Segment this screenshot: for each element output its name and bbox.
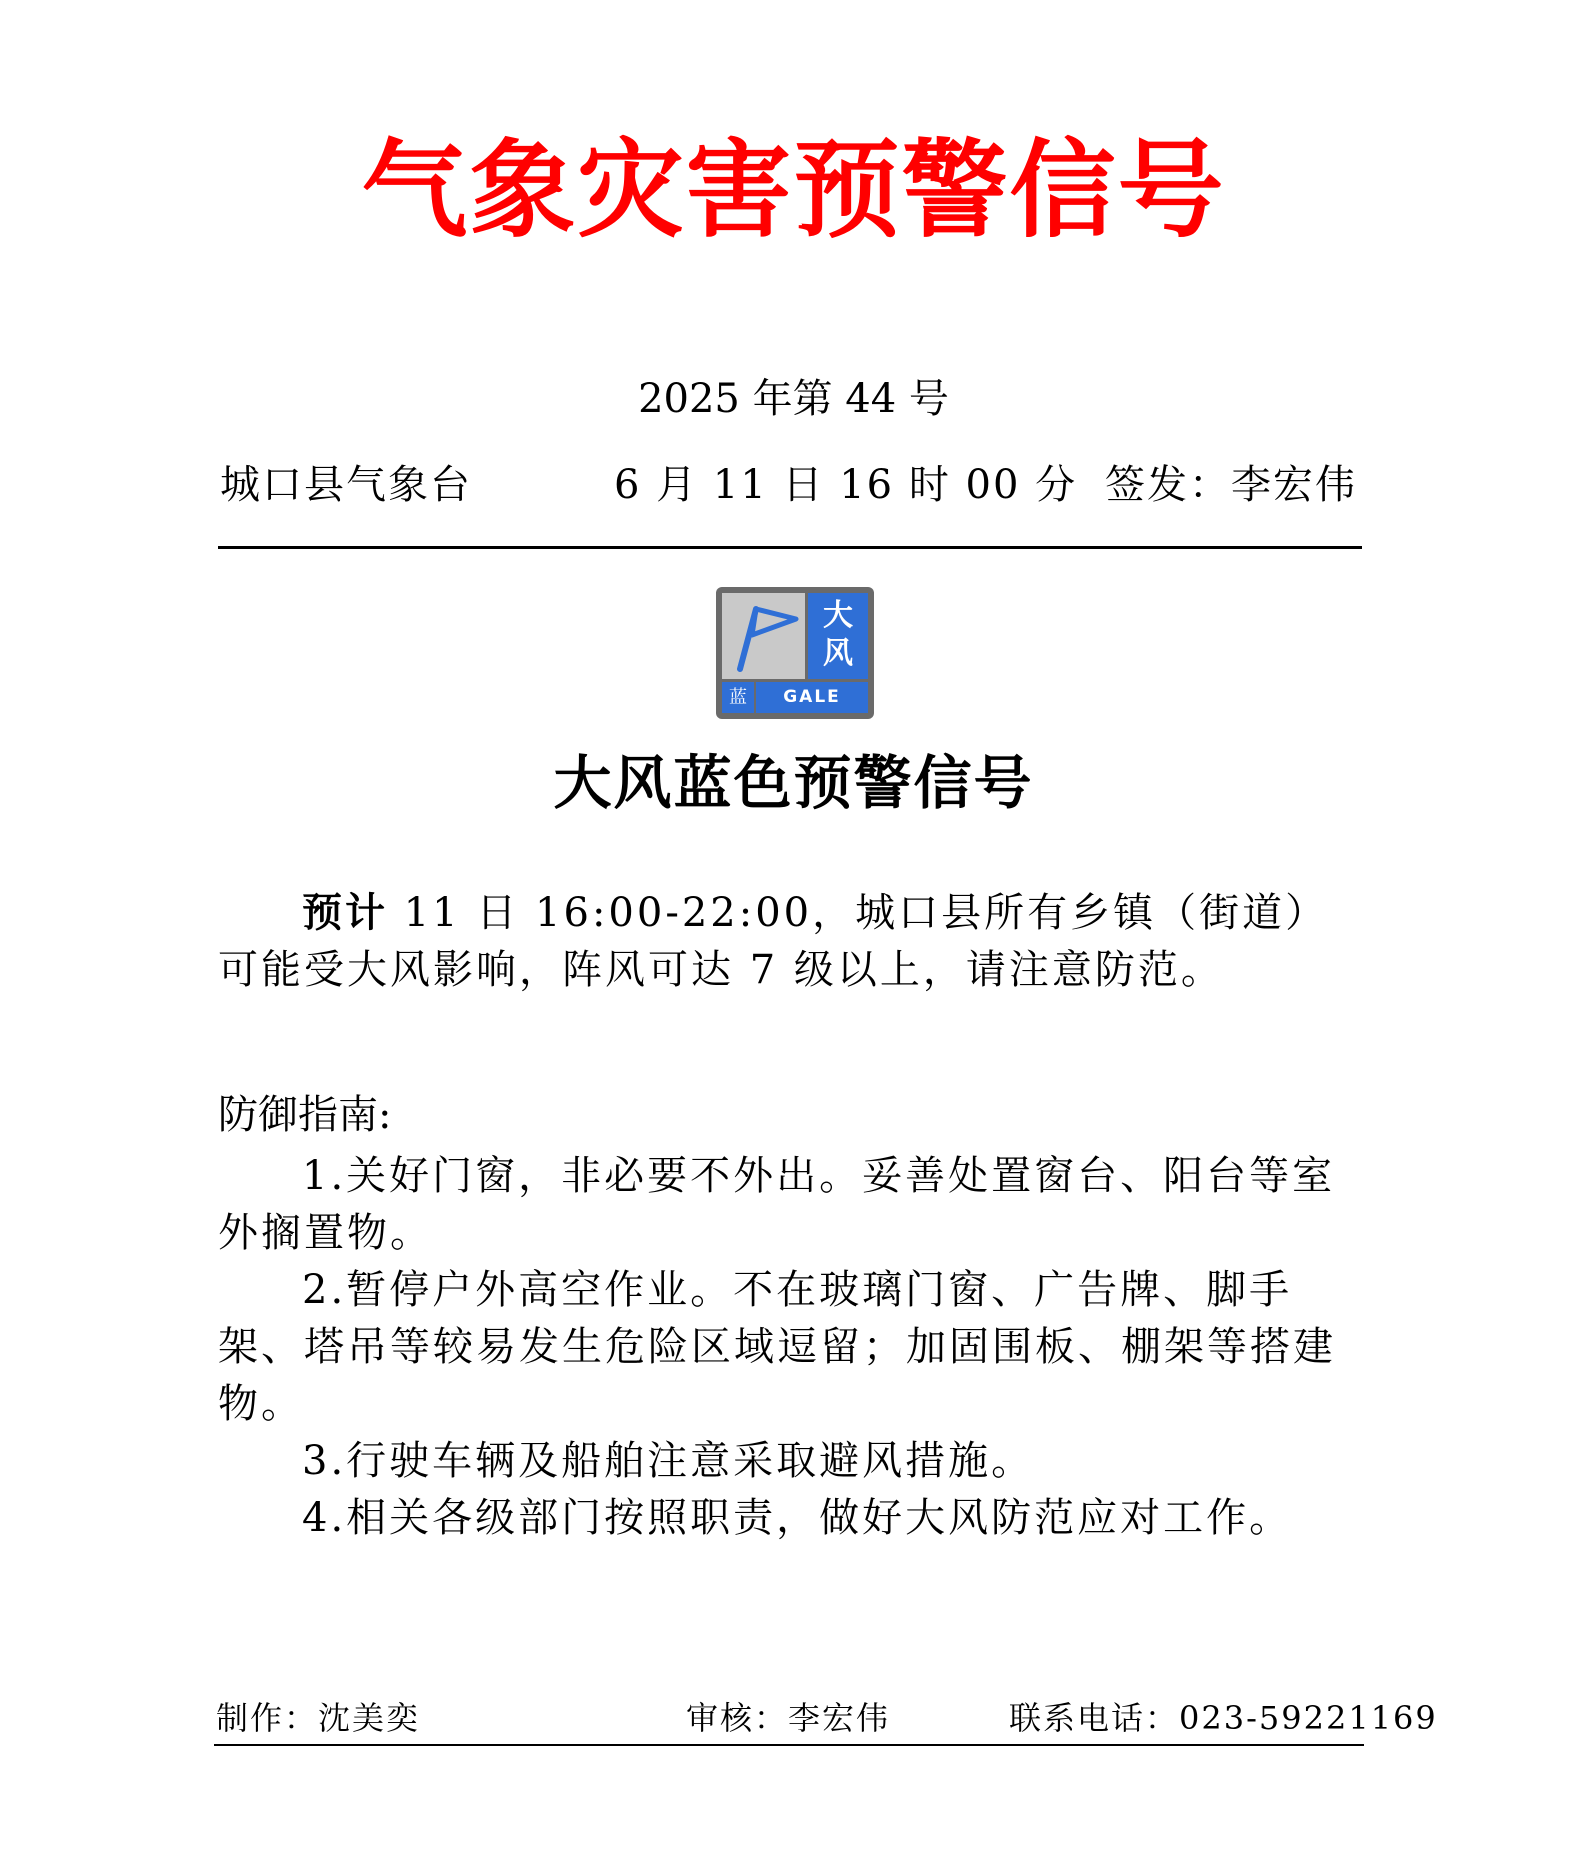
issue-time: 6 月 11 日 16 时 00 分 xyxy=(614,462,1078,508)
issue-number: 2025 年第 44 号 xyxy=(638,376,949,422)
footer-divider xyxy=(214,1744,1364,1746)
contact-phone: 联系电话：023-59221169 xyxy=(1009,1699,1438,1737)
forecast-paragraph xyxy=(218,884,1362,999)
signer: 签发：李宏伟 xyxy=(1105,462,1357,508)
guide-item: 3.行驶车辆及船舶注意采取避风措施。 xyxy=(302,1438,1035,1484)
forecast-lead: 预计 xyxy=(302,889,388,936)
producer: 制作：沈美奕 xyxy=(216,1699,421,1737)
gale-blue-warning-icon xyxy=(716,587,874,719)
reviewer: 审核：李宏伟 xyxy=(686,1699,891,1737)
document-title: 气象灾害预警信号 xyxy=(361,127,1226,252)
signal-type-char: 风 xyxy=(823,636,853,671)
guide-heading: 防御指南: xyxy=(218,1092,392,1138)
guide-item: 1.关好门窗，非必要不外出。妥善处置窗台、阳台等室外搁置物。 xyxy=(218,1153,1336,1256)
signal-label-bar xyxy=(722,682,868,713)
issuer-name: 城口县气象台 xyxy=(220,462,472,508)
wind-flag-icon xyxy=(722,593,805,679)
signal-type-label xyxy=(808,593,868,679)
signal-english-label: GALE xyxy=(783,687,841,707)
header-divider xyxy=(218,546,1362,549)
signal-color-label: 蓝 xyxy=(722,682,756,713)
forecast-text: 11 日 16:00-22:00，城口县所有乡镇（街道）可能受大风影响，阵风可达 7 级以上，请注意防范。 xyxy=(218,890,1329,993)
warning-name: 大风蓝色预警信号 xyxy=(553,749,1034,817)
signal-type-char: 大 xyxy=(823,598,853,633)
guide-item: 2.暂停户外高空作业。不在玻璃门窗、广告牌、脚手架、塔吊等较易发生危险区域逗留；加固围板、棚架等搭建物。 xyxy=(218,1267,1336,1427)
guide-item: 4.相关各级部门按照职责，做好大风防范应对工作。 xyxy=(302,1495,1293,1541)
guide-list xyxy=(218,1148,1362,1547)
